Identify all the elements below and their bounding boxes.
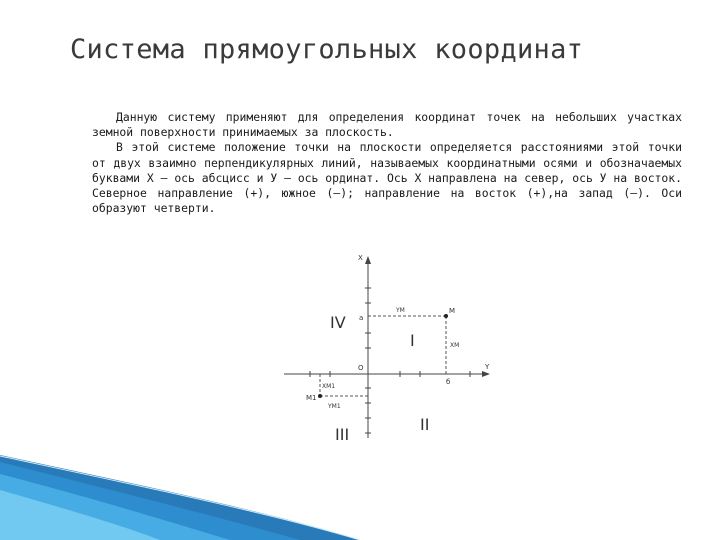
axis-y-label: Y bbox=[485, 363, 490, 371]
quadrant-ii-label: II bbox=[420, 415, 430, 434]
point-m1 bbox=[318, 394, 322, 398]
origin-label: O bbox=[358, 364, 364, 372]
coordinate-diagram bbox=[280, 248, 500, 448]
slide-body bbox=[92, 110, 682, 216]
label-m: M bbox=[449, 307, 456, 315]
paragraph-2: В этой системе положение точки на плоскости определяется расстояниями этой точки от двух взаимно перпендикулярных линий, называемых координатными осями и обозначаемых буквами X — ось абсцисс и У — ось ординат. Ось X направлена на север, ось У на восток. Северное направление (+), южное (–); направление на восток (+),на запад (–). Оси образуют четверти. bbox=[92, 140, 682, 216]
label-xm1: XM1 bbox=[322, 383, 336, 390]
x-axis-arrow bbox=[365, 256, 371, 264]
axis-x-label: X bbox=[358, 254, 363, 262]
label-ym1: YM1 bbox=[328, 403, 341, 410]
label-b: б bbox=[446, 378, 451, 386]
label-ym: YM bbox=[396, 307, 405, 314]
slide-title: Система прямоугольных координат bbox=[70, 34, 584, 65]
quadrant-iii-label: III bbox=[335, 425, 350, 444]
y-axis-arrow bbox=[482, 371, 490, 377]
label-a: a bbox=[359, 314, 364, 322]
quadrant-iv-label: IV bbox=[330, 313, 346, 332]
label-m1: M1 bbox=[306, 394, 317, 402]
label-xm: XM bbox=[450, 342, 460, 349]
quadrant-i-label: I bbox=[410, 331, 415, 350]
paragraph-1: Данную систему применяют для определения координат точек на небольших участках земной поверхности принимаемых за плоскость. bbox=[92, 110, 682, 140]
point-m bbox=[444, 314, 448, 318]
